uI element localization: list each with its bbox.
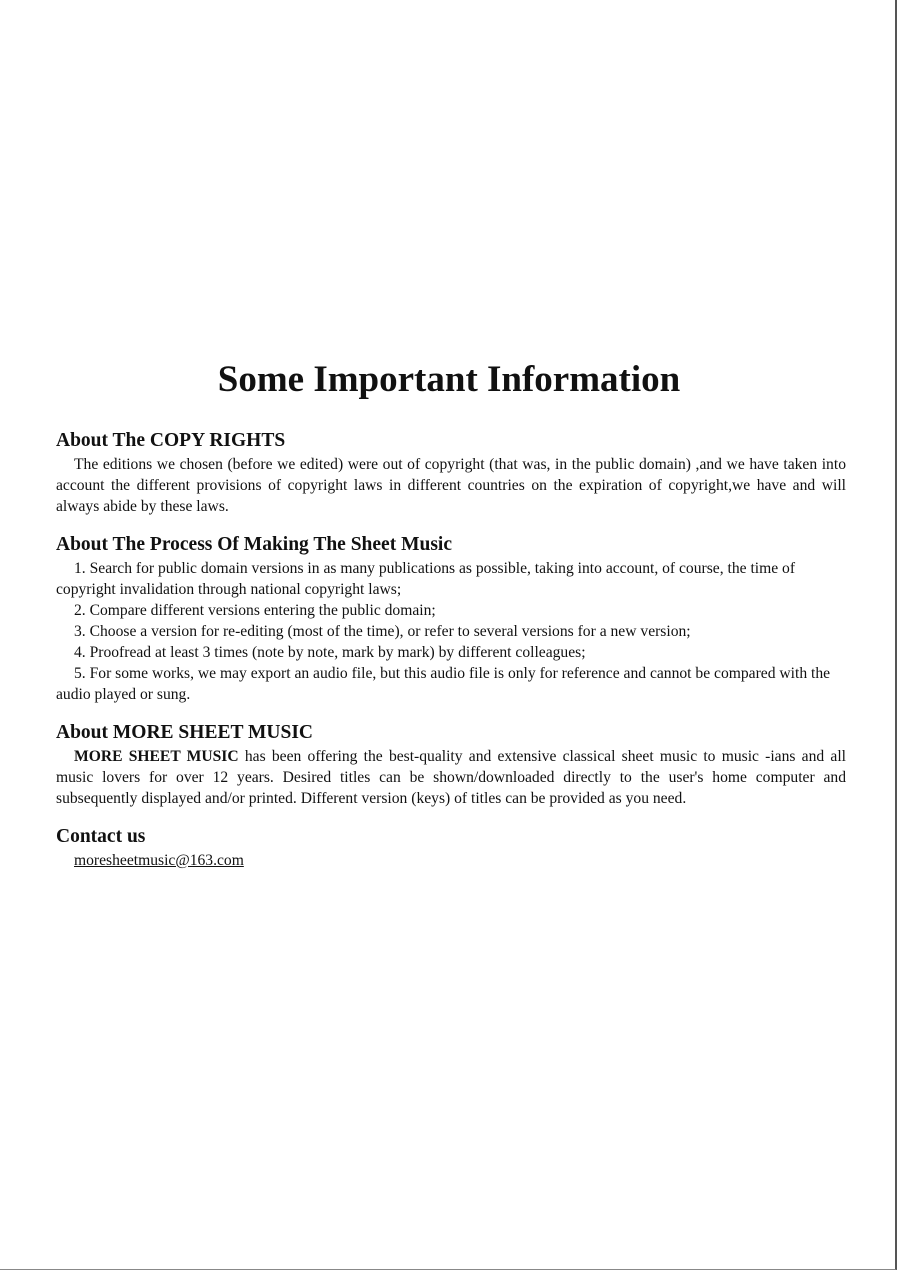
process-heading: About The Process Of Making The Sheet Music [56,534,452,555]
about-heading: About MORE SHEET MUSIC [56,722,313,743]
about-text [56,746,846,809]
process-step-4: 4. Proofread at least 3 times (note by note, mark by mark) by different colleagues; [74,644,586,661]
copyrights-heading: About The COPY RIGHTS [56,430,286,451]
copyrights-section [56,429,846,517]
copyrights-text: The editions we chosen (before we edited) were out of copyright (that was, in the public domain) ,and we have taken into account the different provisions of copyright laws in different countries on the expiration of copyright,we have and will always abide by these laws. [56,456,846,515]
contact-email-link[interactable]: moresheetmusic@163.com [74,852,244,869]
document-content [56,356,846,887]
process-step-1: 1. Search for public domain versions in as many publications as possible, taking into account, of course, the time of copyright invalidation through national copyright laws; [56,560,796,598]
about-section [56,721,846,809]
process-section [56,533,846,705]
process-step-5: 5. For some works, we may export an audio file, but this audio file is only for reference and cannot be compared with the audio played or sung. [56,665,831,703]
page-title: Some Important Information [217,359,681,400]
contact-heading: Contact us [56,826,146,847]
process-step-2: 2. Compare different versions entering the public domain; [74,602,436,619]
brand-name: MORE SHEET MUSIC [74,748,239,765]
process-step-3: 3. Choose a version for re-editing (most of the time), or refer to several versions for a new version; [74,623,691,640]
contact-section [56,825,846,871]
about-body: has been offering the best-quality and extensive classical sheet music to music -ians and all music lovers for over 12 years. Desired titles can be shown/downloaded directly to the user's home computer and subsequently displayed and/or printed. Different version (keys) of titles can be provided as you need. [56,748,846,807]
